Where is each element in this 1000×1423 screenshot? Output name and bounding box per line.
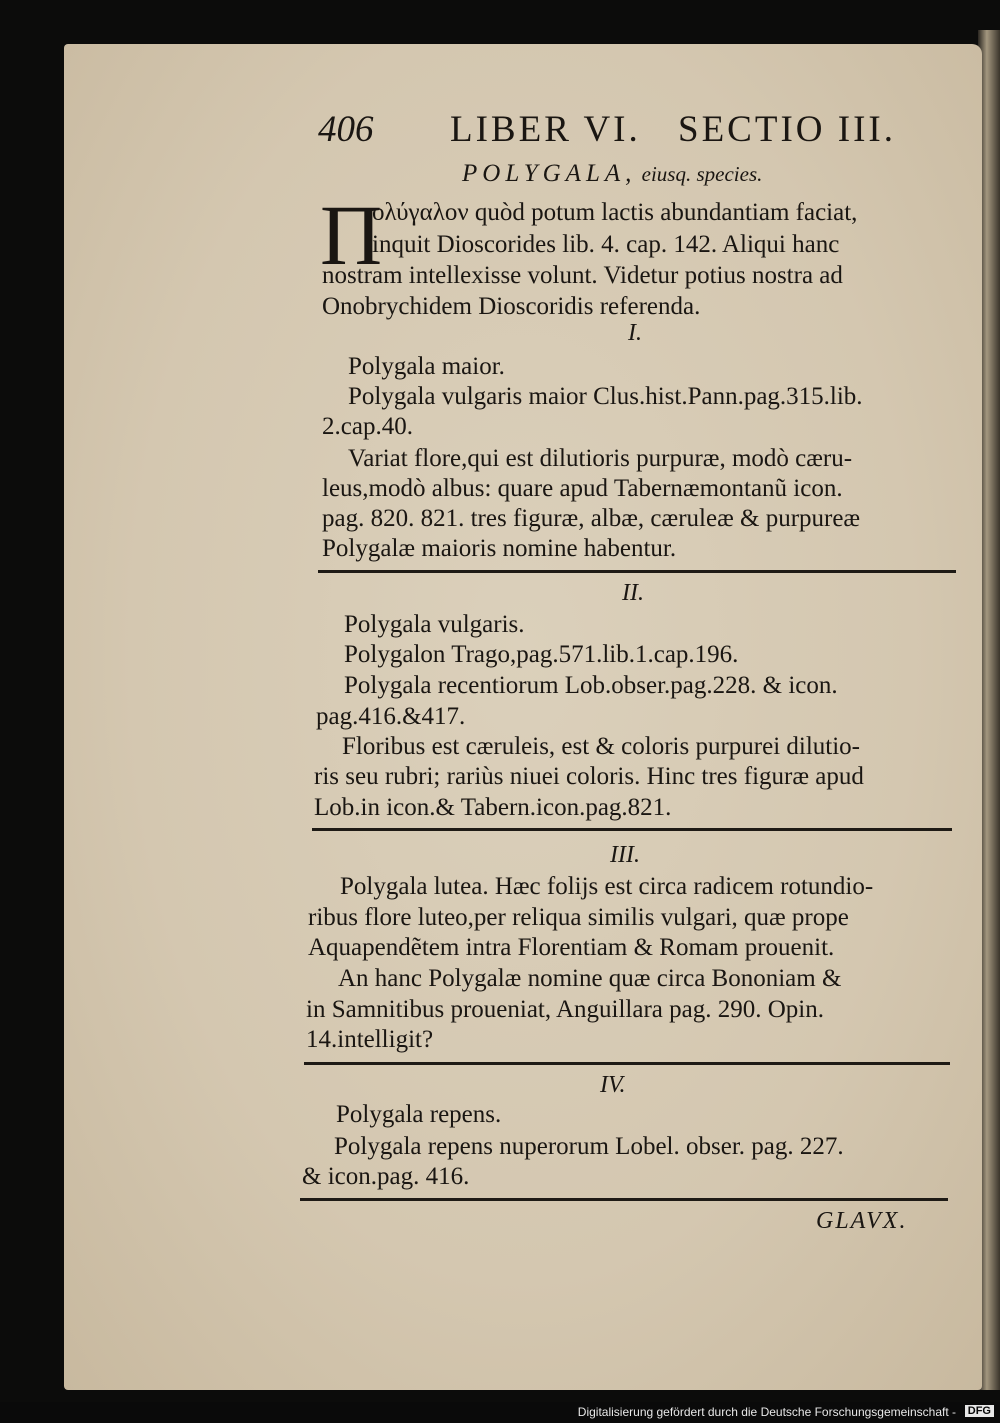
section-line: Polygalon Trago,pag.571.lib.1.cap.196. (344, 641, 739, 668)
section-line: Polygala repens nuperorum Lobel. obser. pag. 227. (334, 1133, 844, 1160)
section-line: Polygala maior. (348, 353, 505, 380)
section-line: Polygala vulgaris. (344, 611, 525, 638)
section-numeral-3: III. (610, 842, 640, 868)
section-line: in Samnitibus proueniat, Anguillara pag. 290. Opin. (306, 996, 824, 1023)
section-line: Aquapendẽtem intra Florentiam & Romam prouenit. (308, 934, 835, 961)
header-liber: LIBER VI. (450, 109, 641, 150)
section-divider (312, 828, 952, 831)
section-numeral-1: I. (628, 320, 642, 346)
section-line: Variat flore,qui est dilutioris purpuræ, modò cæru- (348, 445, 853, 472)
section-line: Polygalæ maioris nomine habentur. (322, 535, 677, 562)
section-line: Lob.in icon.& Tabern.icon.pag.821. (314, 794, 672, 821)
section-line: Floribus est cæruleis, est & coloris purpurei dilutio- (342, 733, 860, 760)
section-line: Polygala repens. (336, 1101, 502, 1128)
section-line: ris seu rubri; rariùs niuei coloris. Hinc tres figuræ apud (314, 763, 864, 790)
title-rest: eiusq. species. (636, 162, 763, 186)
page-number: 406 (318, 109, 374, 150)
intro-line: ολύγαλον quòd potum lactis abundantiam faciat, (372, 199, 858, 226)
section-line: Polygala recentiorum Lob.obser.pag.228. & icon. (344, 672, 838, 699)
dfg-logo: DFG (965, 1405, 994, 1417)
chapter-title (462, 160, 762, 188)
section-numeral-2: II. (622, 580, 644, 606)
section-line: & icon.pag. 416. (302, 1163, 470, 1190)
funding-note: Digitalisierung gefördert durch die Deutsche Forschungsgemeinschaft - (577, 1405, 956, 1419)
section-line: leus,modò albus: quare apud Tabernæmontanũ icon. (322, 475, 843, 502)
section-line: Polygala vulgaris maior Clus.hist.Pann.pag.315.lib. (348, 383, 863, 410)
intro-line: inquit Dioscorides lib. 4. cap. 142. Aliqui hanc (372, 231, 840, 258)
section-divider (300, 1198, 948, 1201)
intro-line: nostram intellexisse volunt. Videtur potius nostra ad (322, 262, 843, 289)
footer-bar (0, 1402, 1000, 1423)
section-line: Polygala lutea. Hæc folijs est circa radicem rotundio- (340, 873, 874, 900)
section-line: pag.416.&417. (316, 703, 466, 730)
catchword: GLAVX. (816, 1208, 908, 1234)
intro-line: Onobrychidem Dioscoridis referenda. (322, 293, 701, 320)
section-line: ribus flore luteo,per reliqua similis vulgari, quæ prope (308, 904, 849, 931)
section-line: pag. 820. 821. tres figuræ, albæ, cæruleæ & purpureæ (322, 505, 861, 532)
section-line: An hanc Polygalæ nomine quæ circa Bononiam & (338, 965, 842, 992)
header-sectio: SECTIO III. (678, 109, 896, 150)
title-main: POLYGALA, (462, 160, 637, 187)
section-divider (304, 1062, 950, 1065)
section-line: 14.intelligit? (306, 1026, 434, 1053)
section-numeral-4: IV. (600, 1072, 626, 1098)
drop-capital: Π (320, 187, 383, 283)
section-divider (318, 570, 956, 573)
section-line: 2.cap.40. (322, 413, 413, 440)
running-header (318, 108, 958, 156)
